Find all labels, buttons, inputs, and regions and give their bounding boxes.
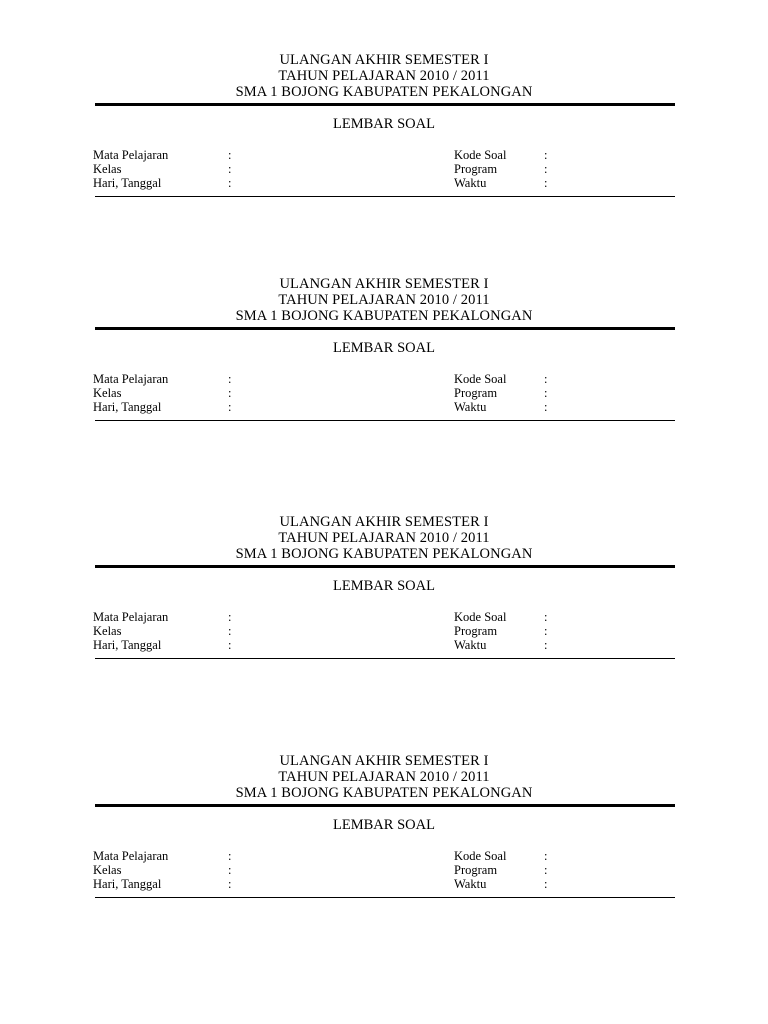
sheet-subtitle: LEMBAR SOAL	[333, 116, 435, 132]
sheet-subtitle: LEMBAR SOAL	[333, 817, 435, 833]
date-label: Hari, Tanggal	[93, 176, 162, 190]
exam-header-sheet-4	[0, 753, 768, 923]
code-label: Kode Soal	[454, 372, 507, 386]
program-label: Program	[454, 863, 498, 877]
code-label: Kode Soal	[454, 610, 507, 624]
date-label: Hari, Tanggal	[93, 400, 162, 414]
exam-header-sheet-3	[0, 514, 768, 684]
program-colon: :	[544, 162, 548, 176]
time-colon: :	[544, 176, 548, 190]
sheet-subtitle: LEMBAR SOAL	[333, 340, 435, 356]
exam-title: ULANGAN AKHIR SEMESTER I	[279, 514, 489, 530]
time-label: Waktu	[454, 638, 487, 652]
code-label: Kode Soal	[454, 148, 507, 162]
time-label: Waktu	[454, 176, 487, 190]
footer-divider	[95, 658, 675, 659]
class-colon: :	[228, 162, 232, 176]
footer-divider	[95, 897, 675, 898]
header-divider	[95, 103, 675, 106]
subject-colon: :	[228, 849, 232, 863]
academic-year: TAHUN PELAJARAN 2010 / 2011	[278, 530, 490, 546]
header-divider	[95, 565, 675, 568]
class-label: Kelas	[93, 386, 122, 400]
academic-year: TAHUN PELAJARAN 2010 / 2011	[278, 769, 490, 785]
program-colon: :	[544, 624, 548, 638]
code-colon: :	[544, 849, 548, 863]
program-colon: :	[544, 386, 548, 400]
date-colon: :	[228, 176, 232, 190]
header-divider	[95, 327, 675, 330]
header-divider	[95, 804, 675, 807]
code-colon: :	[544, 148, 548, 162]
school-name: SMA 1 BOJONG KABUPATEN PEKALONGAN	[235, 84, 533, 100]
subject-colon: :	[228, 610, 232, 624]
footer-divider	[95, 420, 675, 421]
date-colon: :	[228, 638, 232, 652]
time-label: Waktu	[454, 400, 487, 414]
time-colon: :	[544, 638, 548, 652]
class-label: Kelas	[93, 162, 122, 176]
program-label: Program	[454, 624, 498, 638]
footer-divider	[95, 196, 675, 197]
class-label: Kelas	[93, 863, 122, 877]
subject-colon: :	[228, 148, 232, 162]
subject-label: Mata Pelajaran	[93, 610, 169, 624]
school-name: SMA 1 BOJONG KABUPATEN PEKALONGAN	[235, 546, 533, 562]
exam-title: ULANGAN AKHIR SEMESTER I	[279, 52, 489, 68]
class-label: Kelas	[93, 624, 122, 638]
code-label: Kode Soal	[454, 849, 507, 863]
date-colon: :	[228, 877, 232, 891]
subject-colon: :	[228, 372, 232, 386]
program-colon: :	[544, 863, 548, 877]
subject-label: Mata Pelajaran	[93, 148, 169, 162]
time-colon: :	[544, 400, 548, 414]
exam-header-sheet-1	[0, 52, 768, 222]
date-label: Hari, Tanggal	[93, 638, 162, 652]
time-label: Waktu	[454, 877, 487, 891]
code-colon: :	[544, 372, 548, 386]
date-colon: :	[228, 400, 232, 414]
sheet-subtitle: LEMBAR SOAL	[333, 578, 435, 594]
time-colon: :	[544, 877, 548, 891]
subject-label: Mata Pelajaran	[93, 849, 169, 863]
class-colon: :	[228, 386, 232, 400]
exam-title: ULANGAN AKHIR SEMESTER I	[279, 753, 489, 769]
exam-title: ULANGAN AKHIR SEMESTER I	[279, 276, 489, 292]
code-colon: :	[544, 610, 548, 624]
exam-header-sheet-2	[0, 276, 768, 446]
class-colon: :	[228, 624, 232, 638]
program-label: Program	[454, 162, 498, 176]
class-colon: :	[228, 863, 232, 877]
school-name: SMA 1 BOJONG KABUPATEN PEKALONGAN	[235, 308, 533, 324]
school-name: SMA 1 BOJONG KABUPATEN PEKALONGAN	[235, 785, 533, 801]
subject-label: Mata Pelajaran	[93, 372, 169, 386]
academic-year: TAHUN PELAJARAN 2010 / 2011	[278, 68, 490, 84]
program-label: Program	[454, 386, 498, 400]
academic-year: TAHUN PELAJARAN 2010 / 2011	[278, 292, 490, 308]
date-label: Hari, Tanggal	[93, 877, 162, 891]
